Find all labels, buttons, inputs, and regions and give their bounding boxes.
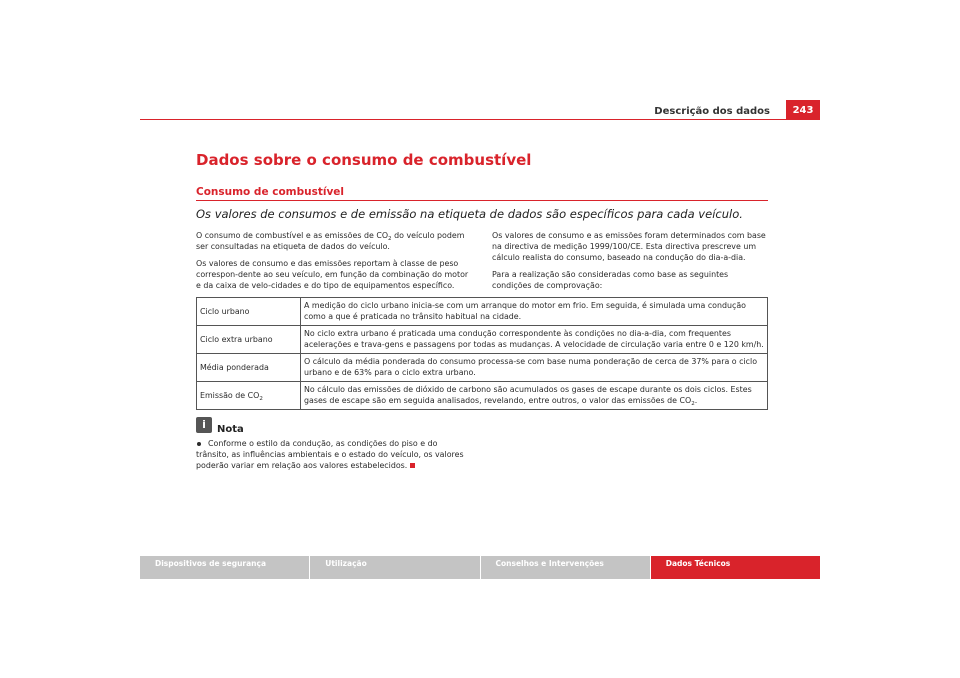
running-header-title: Descrição dos dados	[654, 106, 770, 117]
row-label	[197, 382, 301, 410]
row-description	[301, 382, 768, 410]
note-title: Nota	[217, 424, 244, 435]
left-column	[196, 230, 472, 297]
co2-description-subscript: 2	[691, 401, 695, 407]
row-label: Ciclo urbano	[197, 298, 301, 326]
page-number: 243	[786, 100, 820, 120]
section-title: Dados sobre o consumo de combustível	[196, 151, 532, 169]
note-body	[196, 438, 472, 471]
co2-label-subscript: 2	[259, 395, 263, 402]
footer-tab-safety[interactable]: Dispositivos de segurança	[140, 556, 309, 579]
left-p1-text-a: O consumo de combustível e as emissões de CO	[196, 231, 389, 240]
right-paragraph-2: Para a realização são consideradas como base as seguintes condições de comprovação:	[492, 270, 729, 290]
header-rule	[140, 119, 820, 120]
co2-subscript: 2	[388, 236, 392, 242]
row-label: Ciclo extra urbano	[197, 326, 301, 354]
co2-label-text: Emissão de CO	[200, 390, 260, 400]
row-description: A medição do ciclo urbano inicia-se com um arranque do motor em frio. Em seguida, é simulada uma condução como a que é praticada no trânsito habitual na cidade.	[301, 298, 768, 326]
bullet-icon	[197, 442, 201, 446]
subsection-title: Consumo de combustível	[196, 186, 345, 198]
note-text: Conforme o estilo da condução, as condições do piso e do trânsito, as influências ambientais e o estado do veículo, os valores poderão variar em relação aos valores estabelecidos.	[196, 439, 464, 470]
table-row	[197, 382, 768, 410]
left-paragraph-2: Os valores de consumo e das emissões reportam à classe de peso correspon-dente ao seu veículo, em função da combinação do motor e da caixa de velo-cidades e do tipo de equipamentos específico.	[196, 259, 469, 290]
row-description: No ciclo extra urbano é praticada uma condução correspondente às condições no dia-a-dia, com frequentes acelerações e trava-gens e passagens por todas as mudanças. A velocidade de circulação varia entre 0 e 120 km/h.	[301, 326, 768, 354]
table-row	[197, 354, 768, 382]
table-row	[197, 298, 768, 326]
lead-sentence: Os valores de consumos e de emissão na etiqueta de dados são específicos para cada veículo.	[196, 207, 743, 221]
footer-tab-usage[interactable]: Utilização	[310, 556, 479, 579]
left-paragraph-1	[196, 230, 472, 252]
footer-navigation	[140, 556, 820, 579]
table-row	[197, 326, 768, 354]
info-note-icon: i	[196, 417, 212, 433]
co2-description-end: .	[694, 396, 698, 405]
row-description: O cálculo da média ponderada do consumo processa-se com base numa ponderação de cerca de 37% para o ciclo urbano e de 63% para o ciclo extra urbano.	[301, 354, 768, 382]
co2-description-text: No cálculo das emissões de dióxido de carbono são acumulados os gases de escape durante os dois ciclos. Estes gases de escape são em seguida analisados, revelando, entre outros, o valor das emissões de CO	[304, 385, 752, 405]
right-column	[492, 230, 768, 297]
test-conditions-table	[196, 297, 768, 410]
row-label: Média ponderada	[197, 354, 301, 382]
footer-tab-technical-data[interactable]: Dados Técnicos	[651, 556, 820, 579]
right-paragraph-1: Os valores de consumo e as emissões foram determinados com base na directiva de medição 1999/100/CE. Esta directiva prescreve um cálculo realista do consumo, baseado na condução do dia-a-dia.	[492, 231, 766, 262]
left-p1-text-b: do veículo podem ser consultadas na etiqueta de dados do veículo.	[196, 231, 465, 251]
footer-tab-advice[interactable]: Conselhos e Intervenções	[481, 556, 650, 579]
subsection-rule	[196, 200, 768, 201]
end-of-section-icon	[410, 463, 415, 468]
